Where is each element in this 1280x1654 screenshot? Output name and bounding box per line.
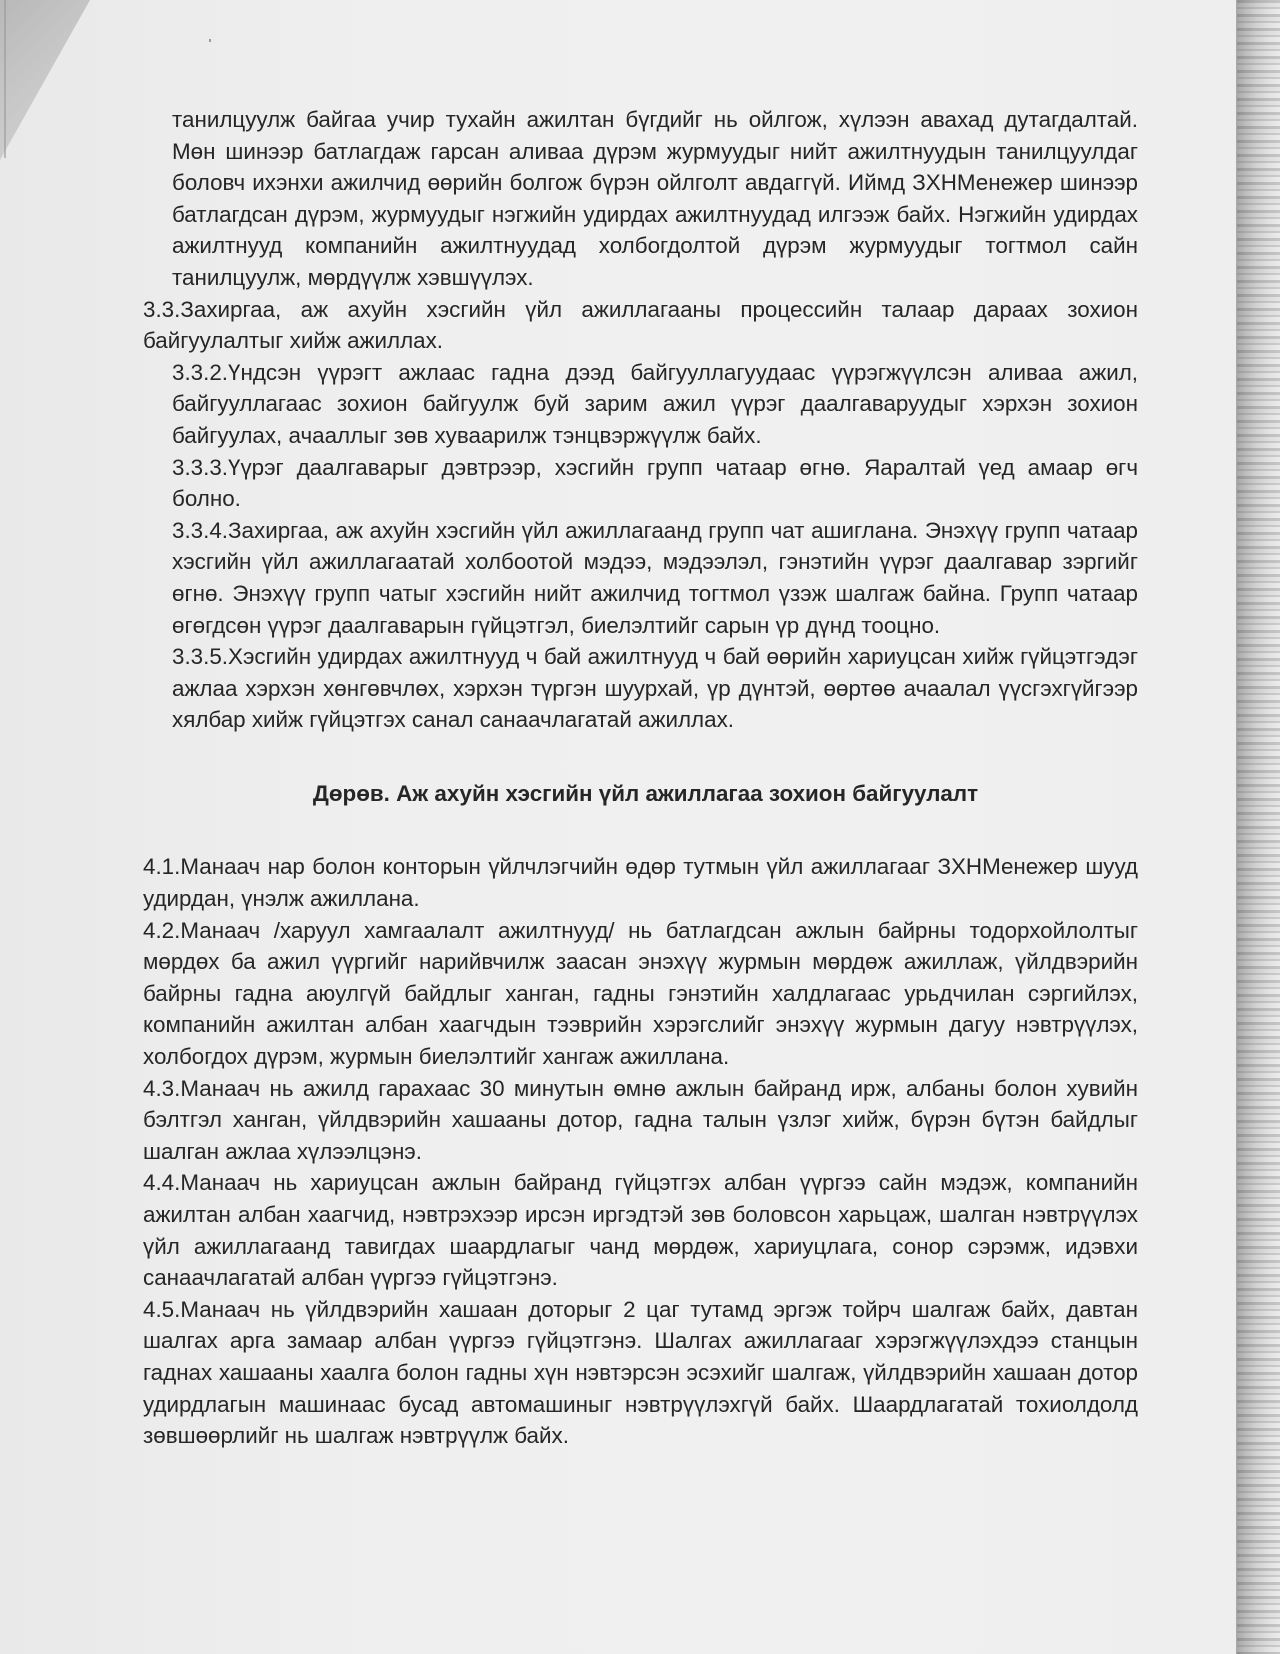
paragraph-4-2: 4.2.Манаач /харуул хамгаалалт ажилтнууд/ нь батлагдсан ажлын байрны тодорхойлолтыг мөрдөх ба ажил үүргийг нарийвчилж заасан энэхүү журмын мөрдөж ажиллаж, үйлдвэрийн байрны гадна аюулгүй байдлыг ханган, гадны гэнэтийн халдлагаас урьдчилан сэргийлэх, компанийн ажилтан албан хаагчдын тээврийн хэрэгслийг энэхүү журмын дагуу нэвтрүүлэх, холбогдох дүрэм, журмын биелэлтийг хангаж ажиллана.	[143, 917, 1138, 1070]
paragraph-4-3: 4.3.Манаач нь ажилд гарахаас 30 минутын өмнө ажлын байранд ирж, албаны болон хувийн бэлтгэл ханган, үйлдвэрийн хашааны дотор, гадна талын үзлэг хийж, бүрэн бүтэн байдлыг шалган ажлаа хүлээлцэнэ.	[143, 1075, 1138, 1164]
paragraph-3-2-continuation: танилцуулж байгаа учир тухайн ажилтан бүгдийг нь ойлгож, хүлээн авахад дутагдалтай. Мөн шинээр батлагдаж гарсан аливаа дүрэм журмуудыг нийт ажилтнуудын танилцуулдаг боловч ихэнхи ажилчид өөрийн болгож бүрэн ойлголт авдаггүй. Иймд ЗХНМенежер шинээр батлагдсан дүрэм, журмуудыг нэгжийн удирдах ажилтнуудад илгээж байх. Нэгжийн удирдах ажилтнууд компанийн ажилтнуудад холбогдолтой дүрэм журмуудыг тогтмол сайн танилцуулж, мөрдүүлж хэвшүүлэх.	[172, 107, 1138, 290]
paragraph-3-3-2: 3.3.2.Үндсэн үүрэгт ажлаас гадна дээд байгууллагуудаас үүрэгжүүлсэн аливаа ажил, байгууллагаас зохион байгуулж буй зарим ажил үүрэг даалгаваруудыг хэрхэн зохион байгуулах, ачааллыг зөв хуваарилж тэнцвэржүүлж байх.	[172, 359, 1138, 448]
paragraph-4-5: 4.5.Манаач нь үйлдвэрийн хашаан доторыг 2 цаг тутамд эргэж тойрч шалгаж байх, давтан шалгах арга замаар албан үүргээ гүйцэтгэнэ. Шалгах ажиллагааг хэрэгжүүлэхдээ станцын гаднах хашааны хаалга болон гадны хүн нэвтэрсэн эсэхийг шалгаж, үйлдвэрийн хашаан дотор удирдлагын машинаас бусад автомашиныг нэвтрүүлэхгүй байх. Шаардлагатай тохиолдолд зөвшөөрлийг нь шалгаж нэвтрүүлж байх.	[143, 1296, 1138, 1449]
paragraph-4-1: 4.1.Манаач нар болон конторын үйлчлэгчийн өдөр тутмын үйл ажиллагааг ЗХНМенежер шууд удирдан, үнэлж ажиллана.	[143, 854, 1138, 912]
paragraph-3-3-5: 3.3.5.Хэсгийн удирдах ажилтнууд ч бай ажилтнууд ч бай өөрийн хариуцсан хийж гүйцэтгэдэг ажлаа хэрхэн хөнгөвчлөх, хэрхэн түргэн шуурхай, үр дүнтэй, өөртөө ачаалал үүсгэхгүйгээр хялбар хийж гүйцэтгэх санал санаачлагатай ажиллах.	[172, 644, 1138, 733]
section-heading: Дөрөв. Аж ахуйн хэсгийн үйл ажиллагаа зохион байгуулалт	[312, 780, 979, 806]
scan-speck	[209, 39, 211, 42]
paragraph-3-3-3: 3.3.3.Үүрэг даалгаварыг дэвтрээр, хэсгийн групп чатаар өгнө. Яаралтай үед амаар өгч болно.	[172, 454, 1138, 512]
paragraph-4-4: 4.4.Манаач нь хариуцсан ажлын байранд гүйцэтгэх албан үүргээ сайн мэдэж, компанийн ажилтан албан хаагчид, нэвтрэхээр ирсэн иргэдтэй зөв боловсон харьцаж, шалган нэвтрүүлэх үйл ажиллагаанд тавигдах шаардлагыг чанд мөрдөж, хариуцлага, сонор сэрэмж, идэвхи санаачлагатай албан үүргээ гүйцэтгэнэ.	[143, 1170, 1138, 1291]
document-body	[143, 104, 1138, 1452]
page-fold-corner	[0, 0, 90, 160]
paragraph-3-3-4: 3.3.4.Захиргаа, аж ахуйн хэсгийн үйл ажиллагаанд групп чат ашиглана. Энэхүү групп чатаар хэсгийн үйл ажиллагаатай холбоотой мэдээ, мэдээлэл, гэнэтийн үүрэг даалгавар зэргийг өгнө. Энэхүү групп чатыг хэсгийн нийт ажилчид тогтмол үзэж шалгаж байна. Групп чатаар өгөгдсөн үүрэг даалгаварын гүйцэтгэл, биелэлтийг сарын үр дүнд тооцно.	[172, 517, 1138, 638]
page-fold-edge	[4, 0, 6, 158]
scanner-edge-noise	[1237, 0, 1280, 1654]
paragraph-3-3: 3.3.Захиргаа, аж ахуйн хэсгийн үйл ажиллагааны процессийн талаар дараах зохион байгуулалтыг хийж ажиллах.	[143, 296, 1138, 354]
